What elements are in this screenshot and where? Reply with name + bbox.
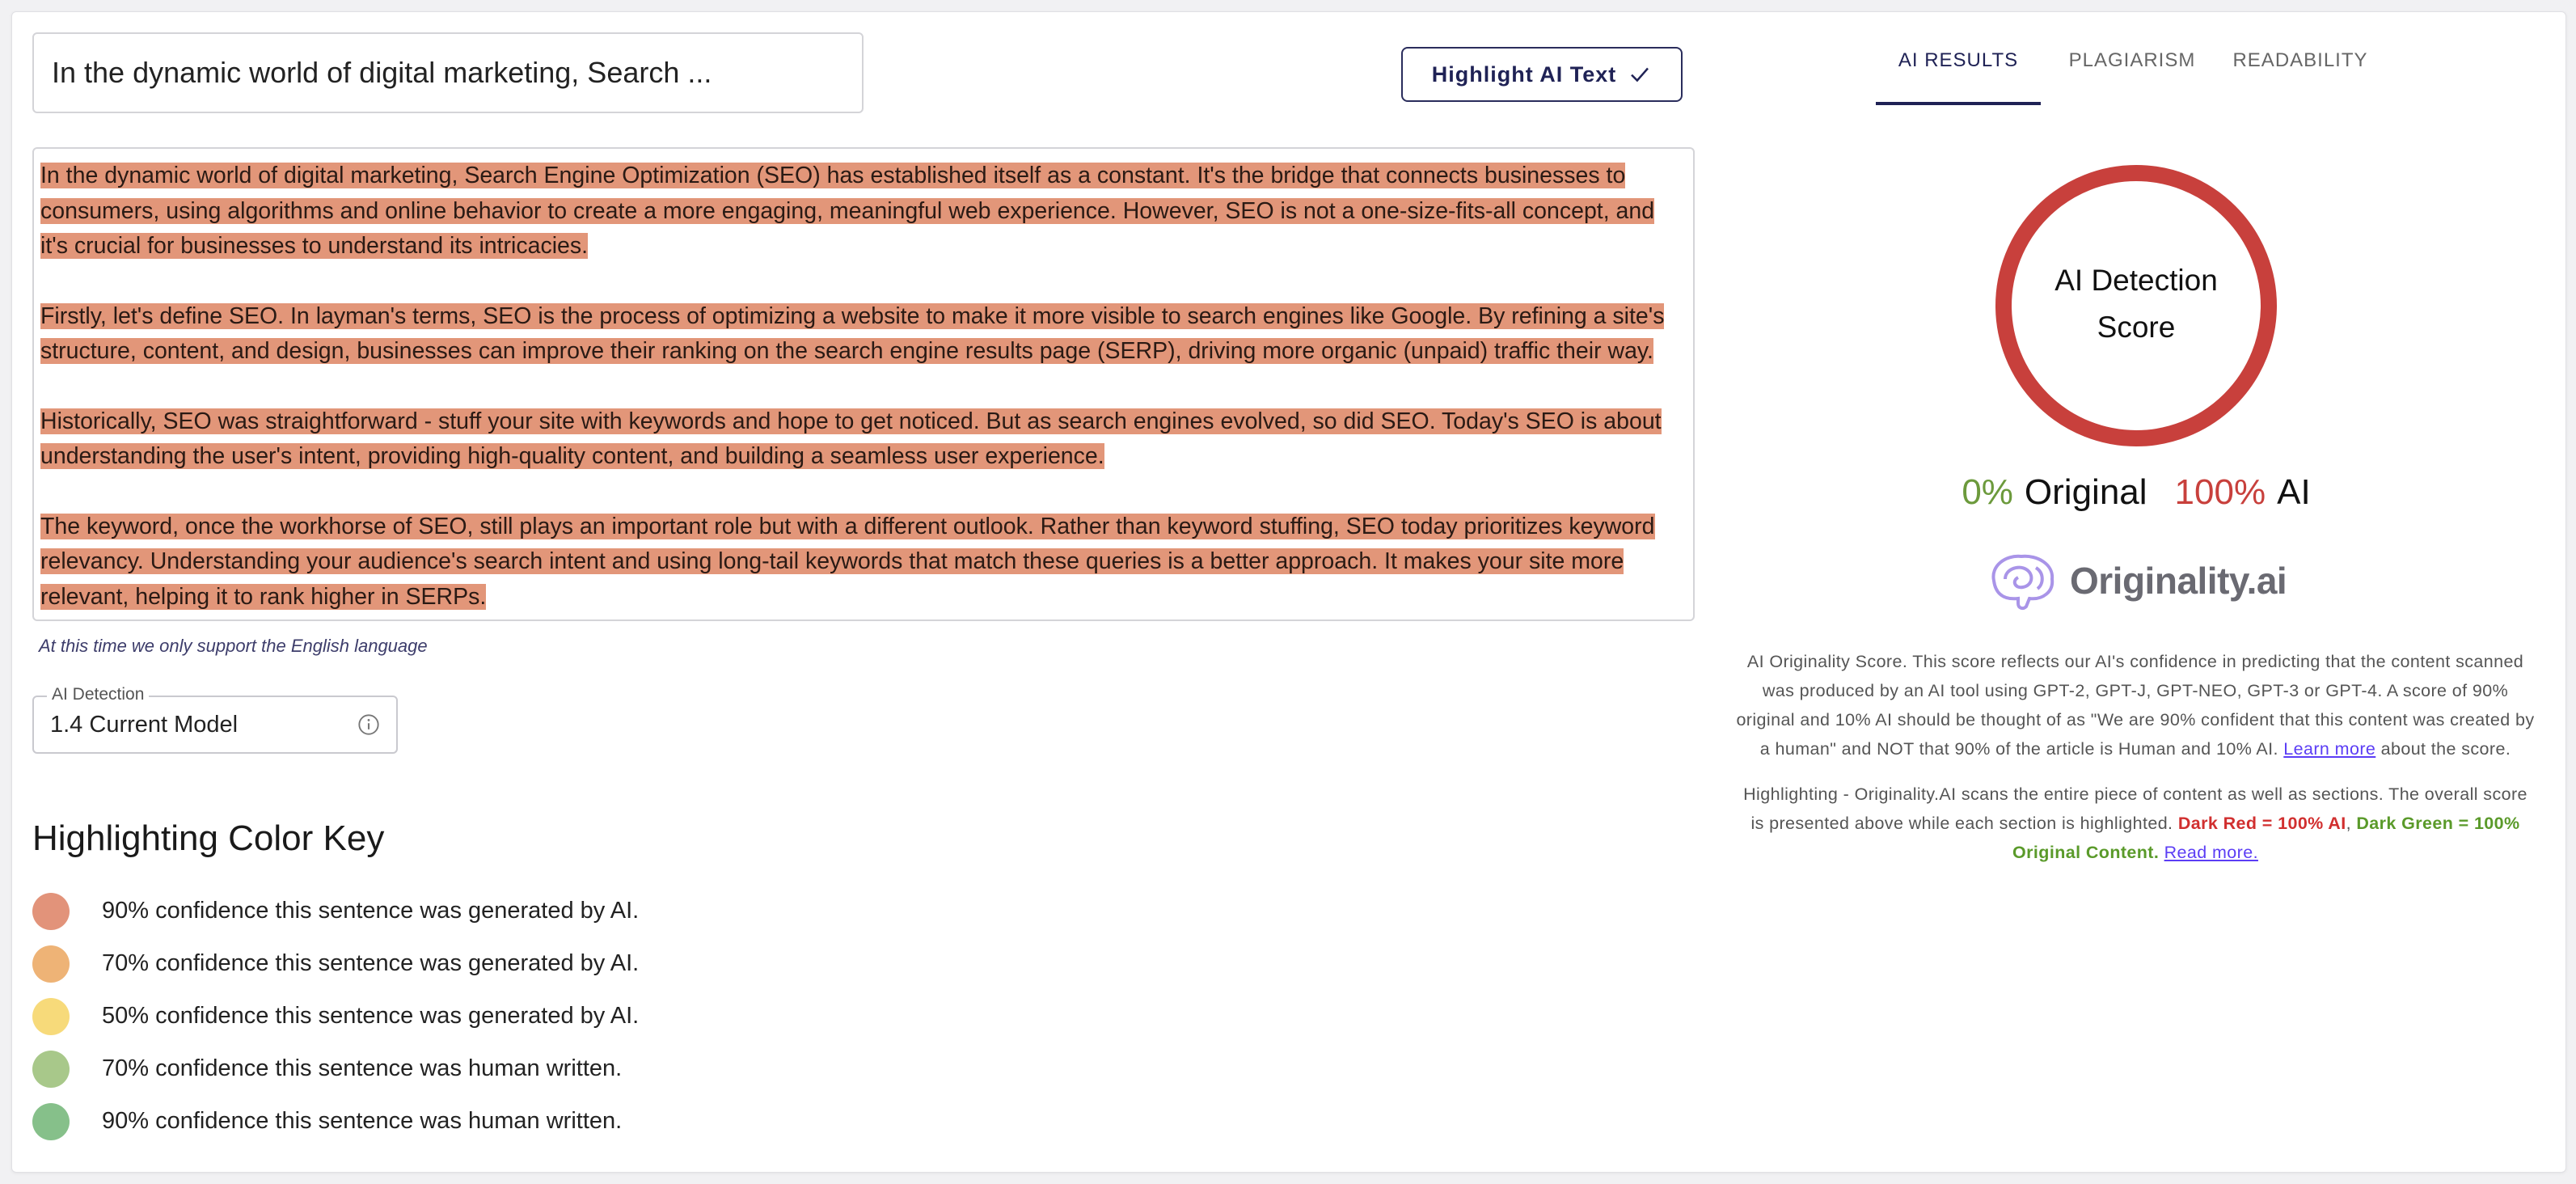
color-key-title: Highlighting Color Key	[32, 818, 385, 858]
active-tab-indicator	[1876, 102, 2041, 105]
brain-logo-icon	[1986, 550, 2059, 611]
original-label: Original	[2024, 472, 2147, 512]
content-paragraph	[40, 404, 1687, 475]
score-ring-label	[1992, 257, 2280, 351]
color-key-list	[32, 885, 639, 1148]
score-description-paragraph	[1735, 647, 2536, 763]
learn-more-link[interactable]: Learn more	[2283, 739, 2376, 759]
ai-detection-model-select[interactable]	[32, 685, 398, 754]
highlighting-description-text: Highlighting - Originality.AI scans the entire piece of content as well as sections. The overall score is presented above while each section is highlighted.	[1743, 784, 2527, 833]
highlighted-text: Firstly, let's define SEO. In layman's terms, SEO is the process of optimizing a website to make it more visible to search engines like Google. By refining a site's structure, content, and design, businesses can improve their ranking on the search engine results page (SERP), driving more organic (unpaid) traffic their way.	[40, 302, 1665, 364]
original-percent: 0%	[1962, 472, 2013, 512]
score-summary	[1860, 472, 2413, 513]
color-key-item	[32, 990, 639, 1042]
color-swatch	[32, 945, 70, 983]
model-select-label: AI Detection	[47, 685, 149, 704]
score-description-tail: about the score.	[2380, 739, 2511, 759]
dark-red-legend: Dark Red = 100% AI	[2177, 814, 2346, 833]
color-key-item	[32, 937, 639, 990]
ai-percent: 100%	[2174, 472, 2266, 512]
model-select-value: 1.4 Current Model	[50, 712, 239, 738]
color-key-item	[32, 885, 639, 937]
brand-name: Originality.ai	[2070, 560, 2287, 602]
color-swatch	[32, 893, 70, 930]
content-paragraph	[40, 299, 1687, 370]
highlight-ai-text-label: Highlight AI Text	[1431, 61, 1617, 87]
score-ring-label-line2: Score	[2097, 311, 2176, 344]
highlight-ai-text-button[interactable]	[1401, 47, 1683, 102]
content-paragraph	[40, 159, 1687, 264]
score-description	[1735, 647, 2536, 883]
score-description-text: AI Originality Score. This score reflects our AI's confidence in predicting that the content scanned was produced by an AI tool using GPT-2, GPT-J, GPT-NEO, GPT-3 or GPT-4. A score of 90% original and 10% AI should be thought of as "We are 90% confident that this content was created by a human" and NOT that 90% of the article is Human and 10% AI.	[1736, 652, 2535, 759]
color-swatch	[32, 1103, 70, 1140]
content-text-area[interactable]	[32, 147, 1695, 621]
color-key-text: 50% confidence this sentence was generated by AI.	[102, 1003, 640, 1029]
color-key-text: 90% confidence this sentence was generated by AI.	[102, 898, 640, 924]
info-icon[interactable]	[357, 713, 380, 736]
originality-logo	[1986, 550, 2287, 611]
color-key-text: 70% confidence this sentence was human written.	[102, 1055, 623, 1081]
score-ring-label-line1: AI Detection	[2054, 264, 2218, 297]
content-paragraph	[40, 510, 1687, 615]
ai-label: AI	[2277, 472, 2311, 512]
results-tabs	[1876, 49, 2393, 105]
tab-ai-results[interactable]: AI RESULTS	[1898, 49, 2019, 71]
color-key-item	[32, 1042, 639, 1095]
ai-detection-score-ring	[1992, 162, 2280, 450]
highlighted-text: In the dynamic world of digital marketing, Search Engine Optimization (SEO) has established itself as a constant. It's the bridge that connects businesses to consumers, using algorithms and online behavior to create a more engaging, meaningful web experience. However, SEO is not a one-size-fits-all concept, and it's crucial for businesses to understand its intricacies.	[40, 163, 1655, 259]
checkmark-icon	[1628, 62, 1652, 87]
color-key-text: 70% confidence this sentence was generated by AI.	[102, 950, 640, 976]
highlighted-text: The keyword, once the workhorse of SEO, still plays an important role but with a different outlook. Rather than keyword stuffing, SEO today prioritizes keyword relevancy. Understanding your audience's search intent and using long-tail keywords that match these queries is a better approach. It makes your site more relevant, helping it to rank higher in SERPs.	[40, 513, 1655, 610]
read-more-link[interactable]: Read more.	[2164, 843, 2258, 862]
tab-plagiarism[interactable]: PLAGIARISM	[2068, 49, 2196, 71]
document-title-input[interactable]: In the dynamic world of digital marketing, Search ...	[32, 32, 864, 113]
highlighting-description-paragraph: Highlighting - Originality.AI scans the entire piece of content as well as sections. The overall score is presented above while each section is highlighted. Dark Red = 100% AI, Dark Green = 100% Original Content. Read more.	[1743, 784, 2527, 862]
color-swatch	[32, 998, 70, 1035]
color-swatch	[32, 1051, 70, 1088]
color-key-item	[32, 1095, 639, 1148]
color-key-text: 90% confidence this sentence was human written.	[102, 1108, 623, 1134]
tab-readability[interactable]: READABILITY	[2232, 49, 2368, 71]
dark-green-legend: Dark Green = 100% Original Content.	[2012, 814, 2520, 862]
language-support-note: At this time we only support the English language	[39, 636, 428, 656]
highlighted-text: Historically, SEO was straightforward - stuff your site with keywords and hope to get noticed. But as search engines evolved, so did SEO. Today's SEO is about understanding the user's intent, providing high-quality content, and building a seamless user experience.	[40, 408, 1662, 469]
